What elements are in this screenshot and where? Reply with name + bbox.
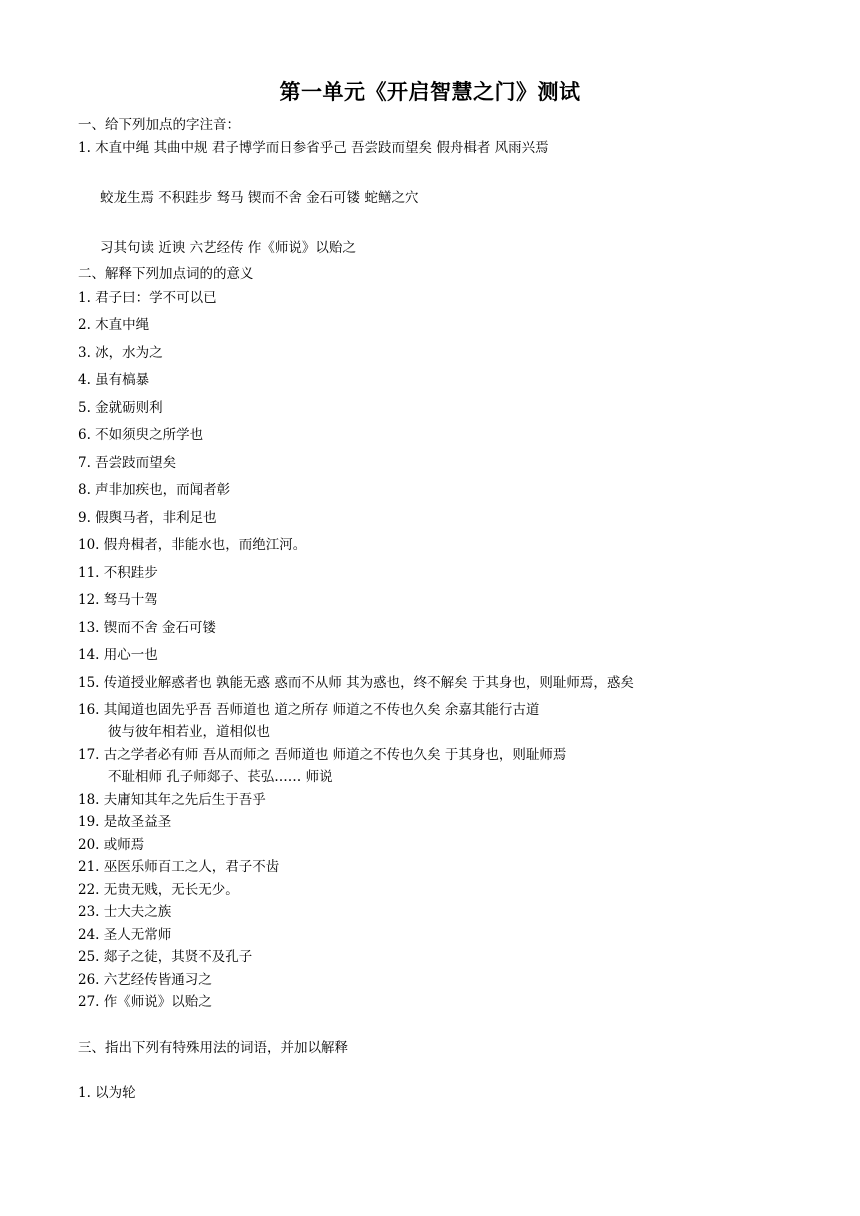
section2-item-20: 20. 或师焉 bbox=[78, 837, 145, 853]
section2-item-1: 1. 君子曰：学不可以已 bbox=[78, 290, 217, 306]
section2-item-14: 14. 用心一也 bbox=[78, 647, 158, 663]
section2-item-11: 11. 不积跬步 bbox=[78, 565, 158, 581]
section2-item-13: 13. 锲而不舍 金石可镂 bbox=[78, 620, 217, 636]
section2-item-27: 27. 作《师说》以贻之 bbox=[78, 994, 212, 1010]
section2-item-12: 12. 驽马十驾 bbox=[78, 592, 158, 608]
section1-line2: 蛟龙生焉 不积跬步 驽马 锲而不舍 金石可镂 蛇鳝之穴 bbox=[100, 190, 419, 206]
section2-item-2: 2. 木直中绳 bbox=[78, 317, 150, 333]
section2-item-25: 25. 郯子之徒，其贤不及孔子 bbox=[78, 949, 253, 965]
section2-item-3: 3. 冰，水为之 bbox=[78, 345, 163, 361]
section2-item-17: 17. 古之学者必有师 吾从而师之 吾师道也 师道之不传也久矣 于其身也，则耻师焉 bbox=[78, 747, 567, 763]
section2-item-17-cont: 不耻相师 孔子师郯子、苌弘…… 师说 bbox=[108, 769, 333, 785]
section2-item-18: 18. 夫庸知其年之先后生于吾乎 bbox=[78, 792, 266, 808]
section3-item-1: 1. 以为轮 bbox=[78, 1085, 136, 1101]
section2-item-9: 9. 假舆马者，非利足也 bbox=[78, 510, 217, 526]
section1-line1: 1. 木直中绳 其曲中规 君子博学而日参省乎己 吾尝跂而望矣 假舟楫者 风雨兴焉 bbox=[78, 140, 549, 156]
section1-line3: 习其句读 近谀 六艺经传 作《师说》以贻之 bbox=[100, 240, 356, 256]
section2-item-16: 16. 其闻道也固先乎吾 吾师道也 道之所存 师道之不传也久矣 余嘉其能行古道 bbox=[78, 702, 540, 718]
page-title: 第一单元《开启智慧之门》测试 bbox=[279, 80, 581, 104]
section2-item-16-cont: 彼与彼年相若业，道相似也 bbox=[108, 724, 270, 740]
section2-item-19: 19. 是故圣益圣 bbox=[78, 814, 172, 830]
section2-item-23: 23. 士大夫之族 bbox=[78, 904, 172, 920]
section2-item-15: 15. 传道授业解惑者也 孰能无惑 惑而不从师 其为惑也，终不解矣 于其身也，则耻师焉，惑矣 bbox=[78, 675, 634, 691]
section2-item-10: 10. 假舟楫者，非能水也，而绝江河。 bbox=[78, 537, 307, 553]
section2-item-22: 22. 无贵无贱，无长无少。 bbox=[78, 882, 239, 898]
section2-item-8: 8. 声非加疾也，而闻者彰 bbox=[78, 482, 231, 498]
section3-heading: 三、指出下列有特殊用法的词语，并加以解释 bbox=[78, 1040, 348, 1056]
section2-item-26: 26. 六艺经传皆通习之 bbox=[78, 972, 212, 988]
section2-item-21: 21. 巫医乐师百工之人，君子不齿 bbox=[78, 859, 280, 875]
section2-item-24: 24. 圣人无常师 bbox=[78, 927, 172, 943]
section2-item-7: 7. 吾尝跂而望矣 bbox=[78, 455, 177, 471]
section2-item-5: 5. 金就砺则利 bbox=[78, 400, 163, 416]
section2-item-6: 6. 不如须臾之所学也 bbox=[78, 427, 204, 443]
section2-item-4: 4. 虽有槁暴 bbox=[78, 372, 150, 388]
section2-heading: 二、解释下列加点词的的意义 bbox=[78, 266, 254, 282]
section1-heading: 一、给下列加点的字注音： bbox=[78, 117, 240, 133]
